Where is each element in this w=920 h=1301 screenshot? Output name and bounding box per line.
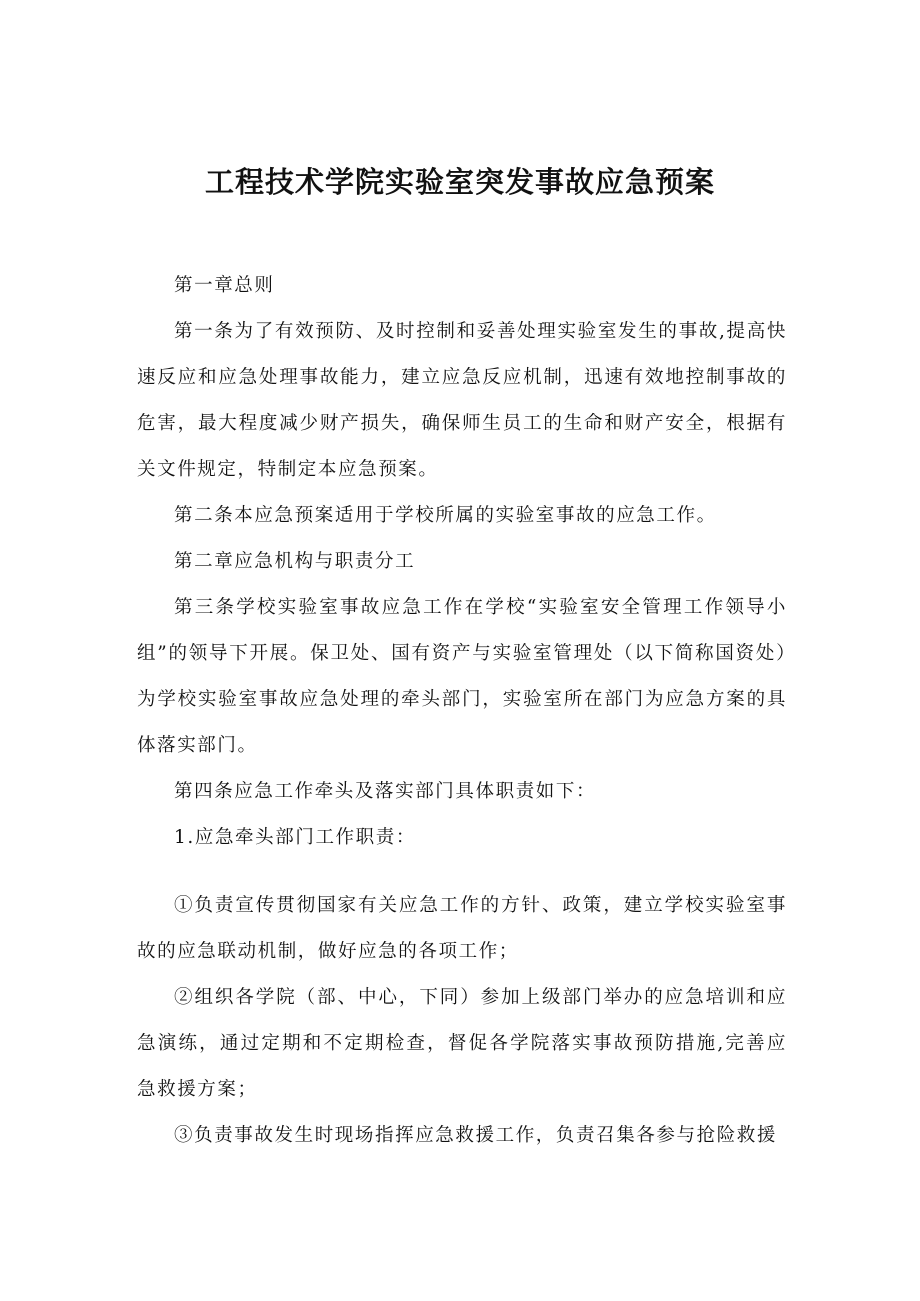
document-title: 工程技术学院实验室突发事故应急预案	[204, 165, 715, 199]
list-item: ①负责宣传贯彻国家有关应急工作的方针、政策，建立学校实验室事故的应急联动机制，做好应急的各项工作；	[137, 895, 787, 962]
article-paragraph: 第四条应急工作牵头及落实部门具体职责如下：	[174, 781, 597, 802]
chapter-heading: 第一章总则	[174, 275, 275, 296]
chapter-heading: 第二章应急机构与职责分工	[174, 551, 416, 572]
document-body	[137, 263, 787, 1159]
list-item: ③负责事故发生时现场指挥应急救援工作，负责召集各参与抢险救援	[174, 1125, 778, 1146]
list-item: ②组织各学院（部、中心，下同）参加上级部门举办的应急培训和应急演练，通过定期和不定期检查，督促各学院落实事故预防措施,完善应急救援方案；	[137, 987, 787, 1100]
article-paragraph: 第三条学校实验室事故应急工作在学校“实验室安全管理工作领导小组”的领导下开展。保卫处、国有资产与实验室管理处（以下简称国资处）为学校实验室事故应急处理的牵头部门，实验室所在部门为应急方案的具体落实部门。	[137, 597, 787, 756]
article-paragraph: 第一条为了有效预防、及时控制和妥善处理实验室发生的事故,提高快速反应和应急处理事故能力，建立应急反应机制，迅速有效地控制事故的危害，最大程度减少财产损失，确保师生员工的生命和财产安全，根据有关文件规定，特制定本应急预案。	[137, 321, 787, 480]
article-paragraph: 第二条本应急预案适用于学校所属的实验室事故的应急工作。	[174, 505, 717, 526]
list-heading: 1.应急牵头部门工作职责：	[174, 827, 416, 848]
